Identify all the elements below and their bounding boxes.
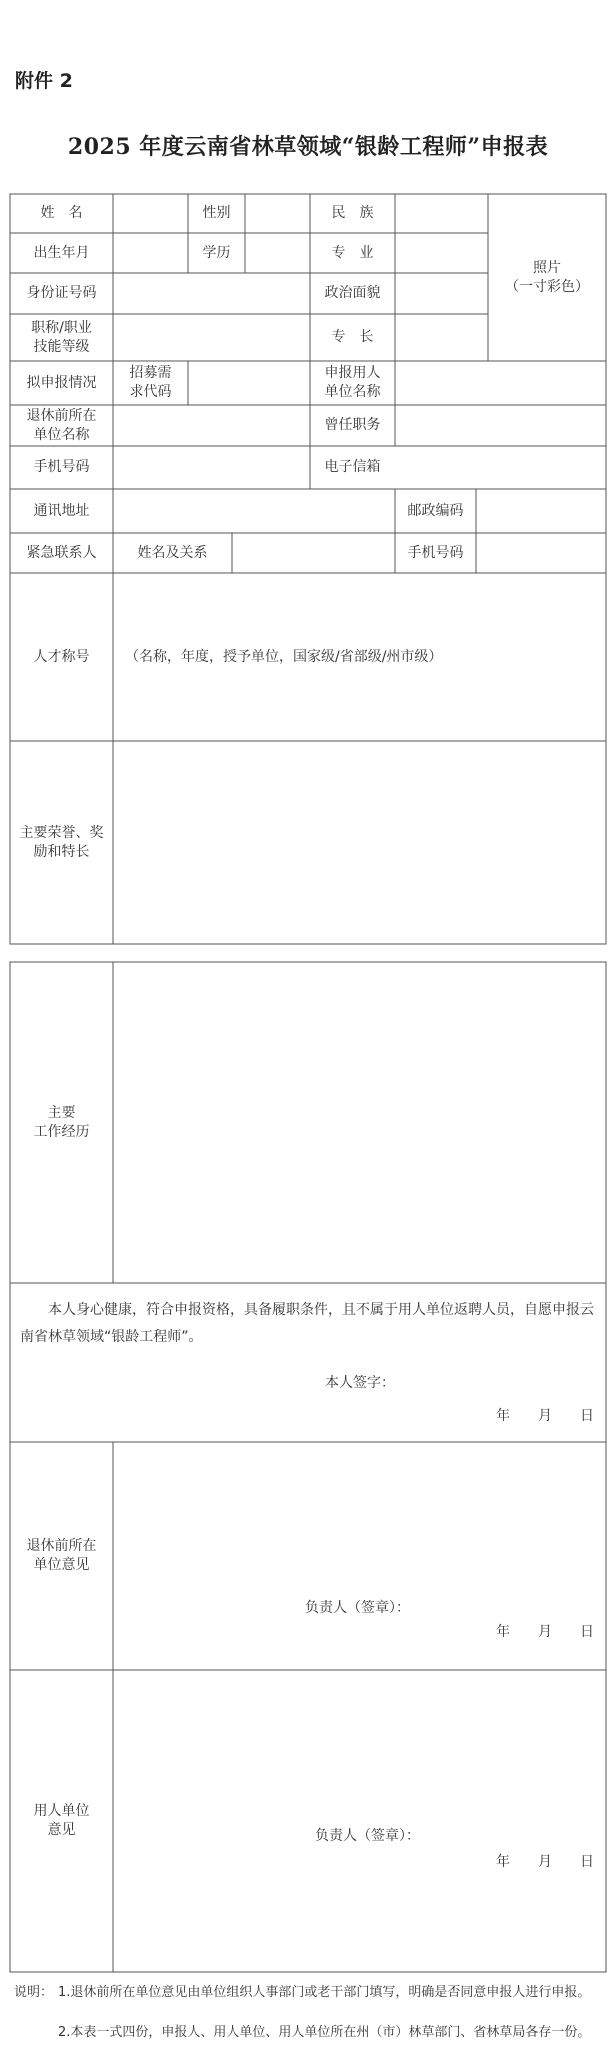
specialty-field[interactable] — [395, 314, 488, 361]
label-email: 电子信箱 — [324, 459, 381, 475]
label-emergency: 紧急联系人 — [26, 544, 97, 561]
label-work-history: 主要 工作经历 — [33, 1104, 90, 1140]
label-birth: 出生年月 — [33, 244, 90, 261]
label-major: 专 业 — [331, 244, 374, 261]
label-political: 政治面貌 — [324, 285, 381, 301]
label-title-level: 职称/职业 技能等级 — [31, 319, 92, 355]
demand-code-field[interactable] — [188, 361, 310, 405]
prev-opinion-date: 年 月 日 — [496, 1624, 594, 1640]
label-postcode: 邮政编码 — [407, 502, 464, 519]
label-gender: 性别 — [202, 205, 231, 221]
label-honors: 主要荣誉、奖 励和特长 — [19, 824, 104, 860]
label-address: 通讯地址 — [33, 502, 90, 519]
honors-field[interactable] — [113, 741, 606, 944]
label-prev-post: 曾任职务 — [324, 417, 381, 433]
pledge-date: 年 月 日 — [496, 1408, 594, 1424]
title-level-field[interactable] — [113, 314, 310, 361]
photo-box[interactable]: 照片 （一寸彩色） — [505, 259, 589, 295]
birth-field[interactable] — [113, 233, 188, 273]
employer-opinion-field[interactable] — [113, 1670, 606, 1972]
label-apply-status: 拟申报情况 — [26, 374, 97, 391]
form-title: 2025 年度云南省林草领域“银龄工程师”申报表 — [67, 134, 549, 160]
political-field[interactable] — [395, 273, 488, 314]
label-name-relation: 姓名及关系 — [137, 544, 208, 561]
label-ethnicity: 民 族 — [331, 205, 374, 221]
employer-opinion-sign-label: 负责人（签章）： — [315, 1828, 420, 1844]
label-emergency-mobile: 手机号码 — [407, 544, 464, 561]
annex-label: 附件 2 — [15, 70, 73, 92]
talent-title-field[interactable] — [113, 573, 606, 741]
education-field[interactable] — [245, 233, 310, 273]
email-field[interactable] — [395, 446, 606, 489]
ethnicity-field[interactable] — [395, 194, 488, 233]
emergency-mobile-field[interactable] — [476, 533, 606, 573]
talent-title-hint: （名称，年度，授予单位，国家级/省部级/州市级） — [125, 649, 443, 665]
prev-unit-field[interactable] — [113, 405, 310, 446]
label-prev-unit: 退休前所在 单位名称 — [26, 407, 97, 443]
label-prev-opinion: 退休前所在 单位意见 — [26, 1538, 97, 1573]
label-talent-title: 人才称号 — [33, 648, 90, 665]
label-employer-opinion: 用人单位 意见 — [33, 1803, 90, 1838]
prev-post-field[interactable] — [395, 405, 606, 446]
major-field[interactable] — [395, 233, 488, 273]
work-history-field[interactable] — [113, 962, 606, 1283]
label-id-number: 身份证号码 — [26, 285, 97, 301]
note-item-1: 1.退休前所在单位意见由单位组织人事部门或老干部门填写，明确是否同意申报人进行申报。 — [58, 1985, 591, 2000]
employer-field[interactable] — [395, 361, 606, 405]
prev-opinion-sign-label: 负责人（签章）： — [305, 1600, 410, 1616]
id-number-field[interactable] — [113, 273, 310, 314]
label-name: 姓 名 — [40, 205, 83, 221]
self-sign-label: 本人签字： — [325, 1375, 395, 1391]
label-mobile: 手机号码 — [33, 459, 90, 475]
label-education: 学历 — [202, 244, 231, 261]
address-field[interactable] — [113, 489, 395, 533]
gender-field[interactable] — [245, 194, 310, 233]
label-demand-code: 招募需 求代码 — [129, 365, 172, 400]
label-specialty: 专 长 — [331, 329, 374, 345]
notes-prefix: 说明： — [14, 1985, 54, 2000]
pledge-text: 本人身心健康，符合申报资格，具备履职条件，且不属于用人单位返聘人员，自愿申报云南省林草领域“银龄工程师”。 — [20, 1302, 594, 1345]
note-item-2: 2.本表一式四份，申报人、用人单位、用人单位所在州（市）林草部门、省林草局各存一份。 — [58, 2025, 591, 2040]
name-relation-field[interactable] — [232, 533, 395, 573]
postcode-field[interactable] — [476, 489, 606, 533]
mobile-field[interactable] — [113, 446, 310, 489]
name-field[interactable] — [113, 194, 188, 233]
label-employer: 申报用人 单位名称 — [324, 365, 381, 400]
employer-opinion-date: 年 月 日 — [496, 1854, 594, 1870]
